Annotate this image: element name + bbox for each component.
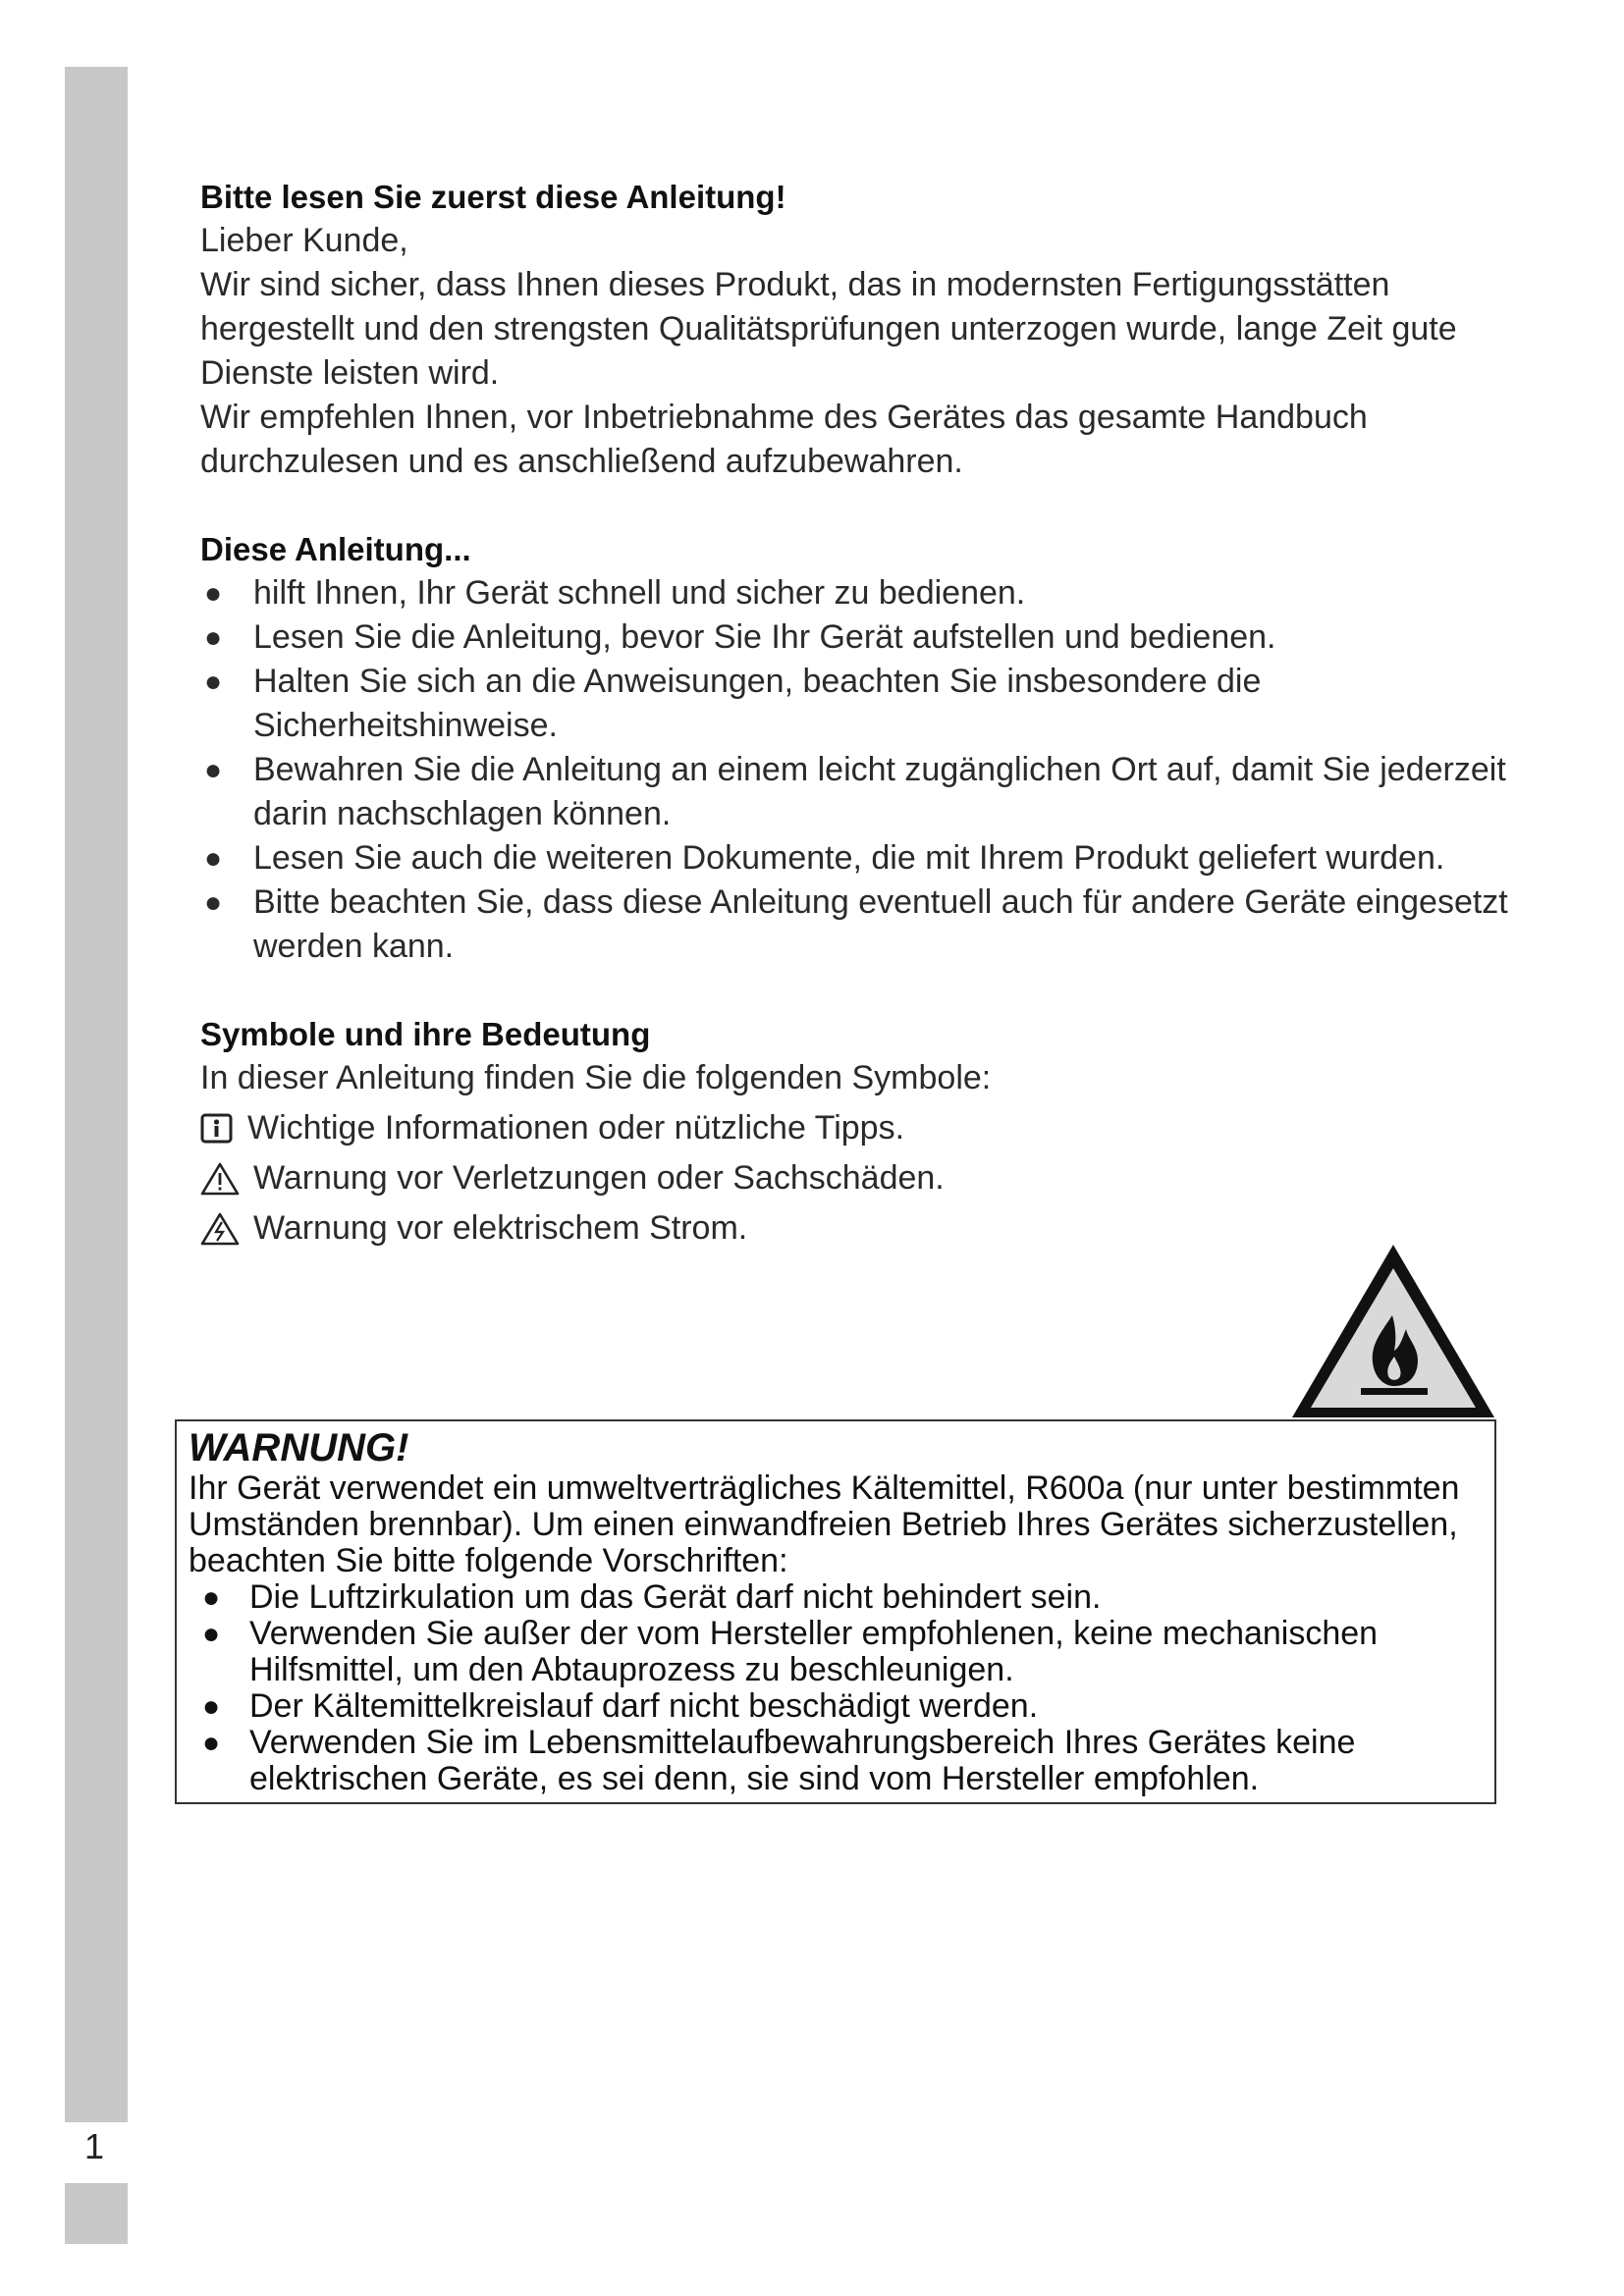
- warning-box: [175, 1419, 1496, 1804]
- manual-list: [200, 571, 1516, 969]
- bullet-icon: ●: [204, 577, 223, 610]
- list-item: [200, 748, 1516, 836]
- list-item-text: Der Kältemittelkreislauf darf nicht beschädigt werden.: [249, 1687, 1039, 1725]
- list-item-text: Bitte beachten Sie, dass diese Anleitung eventuell auch für andere Geräte eingesetzt werden kann.: [253, 883, 1508, 965]
- intro-section: [200, 175, 1516, 484]
- bullet-icon: ●: [204, 621, 223, 654]
- symbols-section: [200, 1012, 1516, 1251]
- list-item-text: Lesen Sie die Anleitung, bevor Sie Ihr Gerät aufstellen und bedienen.: [253, 618, 1276, 656]
- greeting: Lieber Kunde,: [200, 222, 408, 259]
- page-content: [200, 175, 1516, 1251]
- bullet-icon: ●: [202, 1727, 221, 1759]
- list-item-text: Verwenden Sie im Lebensmittelaufbewahrungsbereich Ihres Gerätes keine elektrischen Geräte, es sei denn, sie sind vom Hersteller empfohlen.: [249, 1724, 1356, 1797]
- sidebar-footer-block: [65, 2183, 128, 2244]
- bullet-icon: ●: [202, 1618, 221, 1650]
- bullet-icon: ●: [204, 842, 223, 875]
- warning-text: Ihr Gerät verwendet ein umweltverträgliches Kältemittel, R600a (nur unter bestimmten Umständen brennbar). Um einen einwandfreien Betrieb Ihres Gerätes sicherzustellen, beachten Sie bitte folgende Vorschriften:: [189, 1469, 1460, 1579]
- symbol-injury-text: Warnung vor Verletzungen oder Sachschäden.: [253, 1159, 945, 1197]
- list-item: [200, 615, 1516, 660]
- list-item: [189, 1688, 1481, 1725]
- manual-section: [200, 527, 1516, 969]
- bullet-icon: ●: [202, 1581, 221, 1614]
- list-item-text: hilft Ihnen, Ihr Gerät schnell und sicher zu bedienen.: [253, 574, 1026, 612]
- list-item: [189, 1616, 1481, 1688]
- list-item: [200, 571, 1516, 615]
- page-number: 1: [84, 2126, 105, 2166]
- list-item: [189, 1725, 1481, 1797]
- warning-triangle-icon: [200, 1161, 240, 1197]
- list-item: [200, 836, 1516, 881]
- symbol-row-info: [200, 1106, 1516, 1150]
- bullet-icon: ●: [204, 666, 223, 698]
- list-item-text: Halten Sie sich an die Anweisungen, beachten Sie insbesondere die Sicherheitshinweise.: [253, 663, 1262, 744]
- bullet-icon: ●: [204, 754, 223, 786]
- list-item-text: Die Luftzirkulation um das Gerät darf nicht behindert sein.: [249, 1578, 1102, 1616]
- bullet-icon: ●: [202, 1690, 221, 1723]
- intro-paragraph-2: Wir empfehlen Ihnen, vor Inbetriebnahme des Gerätes das gesamte Handbuch durchzulesen und es anschließend aufzubewahren.: [200, 399, 1368, 480]
- symbols-heading: Symbole und ihre Bedeutung: [200, 1016, 651, 1052]
- warning-title: WARNUNG!: [189, 1426, 409, 1469]
- symbols-intro: In dieser Anleitung finden Sie die folgenden Symbole:: [200, 1059, 992, 1096]
- bullet-icon: ●: [204, 886, 223, 919]
- list-item: [200, 660, 1516, 748]
- manual-heading: Diese Anleitung...: [200, 531, 471, 567]
- info-icon: [200, 1112, 234, 1146]
- sidebar-bar: [65, 67, 128, 2122]
- list-item-text: Bewahren Sie die Anleitung an einem leicht zugänglichen Ort auf, damit Sie jederzeit darin nachschlagen können.: [253, 751, 1506, 832]
- electric-warning-icon: [200, 1211, 240, 1247]
- list-item: [200, 881, 1516, 969]
- intro-paragraph-1: Wir sind sicher, dass Ihnen dieses Produkt, das in modernsten Fertigungsstätten hergestellt und den strengsten Qualitätsprüfungen unterzogen wurde, lange Zeit gute Dienste leisten wird.: [200, 266, 1457, 392]
- list-item: [189, 1579, 1481, 1616]
- warning-list: [189, 1579, 1481, 1797]
- symbol-electric-text: Warnung vor elektrischem Strom.: [253, 1209, 748, 1247]
- symbol-info-text: Wichtige Informationen oder nützliche Tipps.: [247, 1109, 905, 1147]
- symbol-row-injury: [200, 1156, 1516, 1201]
- intro-heading: Bitte lesen Sie zuerst diese Anleitung!: [200, 179, 786, 215]
- list-item-text: Lesen Sie auch die weiteren Dokumente, die mit Ihrem Produkt geliefert wurden.: [253, 839, 1445, 877]
- list-item-text: Verwenden Sie außer der vom Hersteller empfohlenen, keine mechanischen Hilfsmittel, um den Abtauprozess zu beschleunigen.: [249, 1615, 1379, 1688]
- flammable-warning-icon: [1286, 1239, 1500, 1423]
